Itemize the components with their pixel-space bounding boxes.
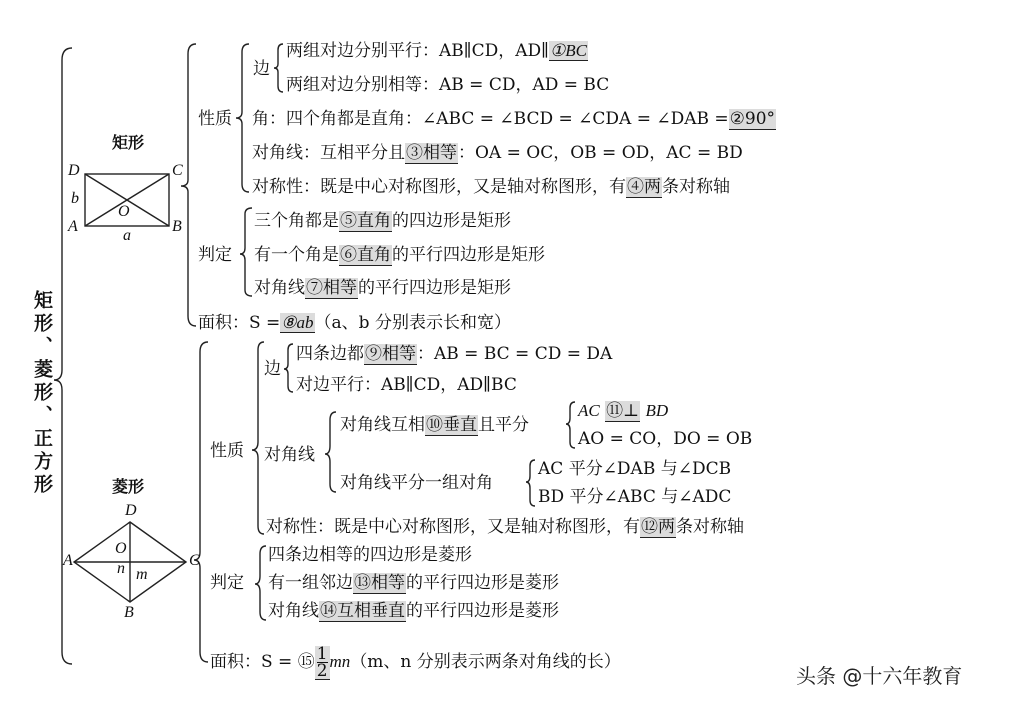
answer-11: ⑪⊥	[606, 401, 640, 421]
rhombus-label-d: D	[125, 502, 137, 519]
rect-label-d: D	[68, 162, 80, 179]
rhombus-props-label: 性质	[210, 441, 244, 461]
rhombus-label-n: n	[117, 560, 125, 577]
rect-props-label: 性质	[198, 109, 232, 129]
rect-side-label: 边	[253, 59, 270, 79]
watermark: 头条 @十六年教育	[796, 664, 963, 688]
rhombus-judge-2: 有一组邻边⑬相等的平行四边形是菱形	[268, 573, 559, 593]
rhombus-judge-3: 对角线⑭互相垂直的平行四边形是菱形	[268, 601, 559, 621]
answer-12: ⑫两	[641, 517, 675, 537]
rect-judge-2: 有一个角是⑥直角的平行四边形是矩形	[254, 245, 545, 265]
answer-7: ⑦相等	[306, 278, 357, 298]
rhombus-judge-label: 判定	[210, 573, 244, 593]
rect-side-line-2: 两组对边分别相等：AB = CD，AD = BC	[286, 75, 610, 95]
rect-side-brace	[274, 44, 283, 92]
rect-judge-brace	[240, 208, 252, 296]
rhombus-judge-1: 四条边相等的四边形是菱形	[268, 545, 472, 565]
answer-5: ⑤直角	[340, 211, 391, 231]
rhombus-diag-1a: AC ⑪⊥ BD	[578, 401, 669, 421]
rect-label-o: O	[118, 203, 130, 220]
answer-14: ⑭互相垂直	[320, 601, 405, 621]
rhombus-side-label: 边	[264, 359, 281, 379]
rhombus-diag-label: 对角线	[264, 445, 315, 465]
rhombus-label-o: O	[115, 540, 127, 557]
rect-diag-line: 对角线：互相平分且③相等：OA = OC，OB = OD，AC = BD	[252, 143, 743, 163]
rhombus-diag-1b: AO = CO，DO = OB	[578, 429, 753, 449]
rhombus-diag-2b: BD 平分∠ABC 与∠ADC	[538, 487, 732, 507]
rect-brace	[181, 44, 196, 326]
rhombus-judge-brace	[255, 546, 266, 620]
rhombus-props-brace	[252, 342, 264, 534]
rhombus-label-b: B	[124, 604, 134, 621]
answer-6: ⑥直角	[340, 245, 391, 265]
answer-1: ①BC	[550, 41, 587, 60]
root-brace	[54, 48, 72, 664]
answer-9: ⑨相等	[365, 344, 416, 364]
rect-judge-1: 三个角都是⑤直角的四边形是矩形	[254, 211, 511, 231]
answer-15: $\frac{1}{2}$	[316, 643, 328, 681]
rhombus-side-brace	[284, 344, 293, 392]
rhombus-side-line-1: 四条边都⑨相等：AB = BC = CD = DA	[296, 344, 613, 364]
rhombus-diag-2a: AC 平分∠DAB 与∠DCB	[538, 459, 732, 479]
rect-title: 矩形	[112, 133, 145, 152]
root-label: 矩形、菱形、正方形	[31, 290, 53, 497]
d2-brace	[526, 460, 535, 506]
rect-label-b: B	[172, 218, 182, 235]
rhombus-label-a: A	[63, 552, 73, 569]
rhombus-brace	[194, 342, 208, 662]
rhombus-label-m: m	[136, 566, 148, 583]
rhombus-diag-1: 对角线互相⑩垂直且平分	[340, 415, 529, 435]
rhombus-area-line: 面积：S = ⑮ $\frac{1}{2}$ mn（m、n 分别表示两条对角线的长）	[210, 643, 621, 681]
rhombus-diag-brace	[325, 412, 336, 492]
rect-label-a-side: a	[123, 227, 131, 244]
answer-4: ④两	[627, 177, 661, 197]
rhombus-title: 菱形	[112, 477, 145, 496]
d1-brace	[566, 402, 575, 448]
answer-13: ⑬相等	[354, 573, 405, 593]
answer-10: ⑩垂直	[426, 415, 477, 435]
rhombus-side-line-2: 对边平行：AB∥CD，AD∥BC	[296, 375, 517, 395]
rect-judge-label: 判定	[198, 245, 232, 265]
rect-label-b-side: b	[71, 190, 79, 207]
rect-side-line-1: 两组对边分别平行：AB∥CD，AD∥①BC	[286, 41, 587, 61]
rect-judge-3: 对角线⑦相等的平行四边形是矩形	[254, 278, 511, 298]
rect-angle-line: 角：四个角都是直角：∠ABC = ∠BCD = ∠CDA = ∠DAB =②90°	[252, 109, 776, 129]
answer-3: ③相等	[406, 143, 457, 163]
rect-sym-line: 对称性：既是中心对称图形，又是轴对称图形，有④两条对称轴	[252, 177, 730, 197]
rect-props-brace	[236, 44, 249, 192]
answer-8: ⑧ab	[281, 313, 314, 332]
rhombus-diag-2: 对角线平分一组对角	[340, 473, 493, 493]
rect-label-c: C	[172, 162, 183, 179]
rect-area-line: 面积：S =⑧ab（a、b 分别表示长和宽）	[198, 313, 511, 333]
rhombus-label-c: C	[189, 552, 200, 569]
rhombus-sym-line: 对称性：既是中心对称图形，又是轴对称图形，有⑫两条对称轴	[266, 517, 744, 537]
rect-label-a: A	[68, 218, 78, 235]
answer-2: ②90°	[729, 109, 776, 129]
